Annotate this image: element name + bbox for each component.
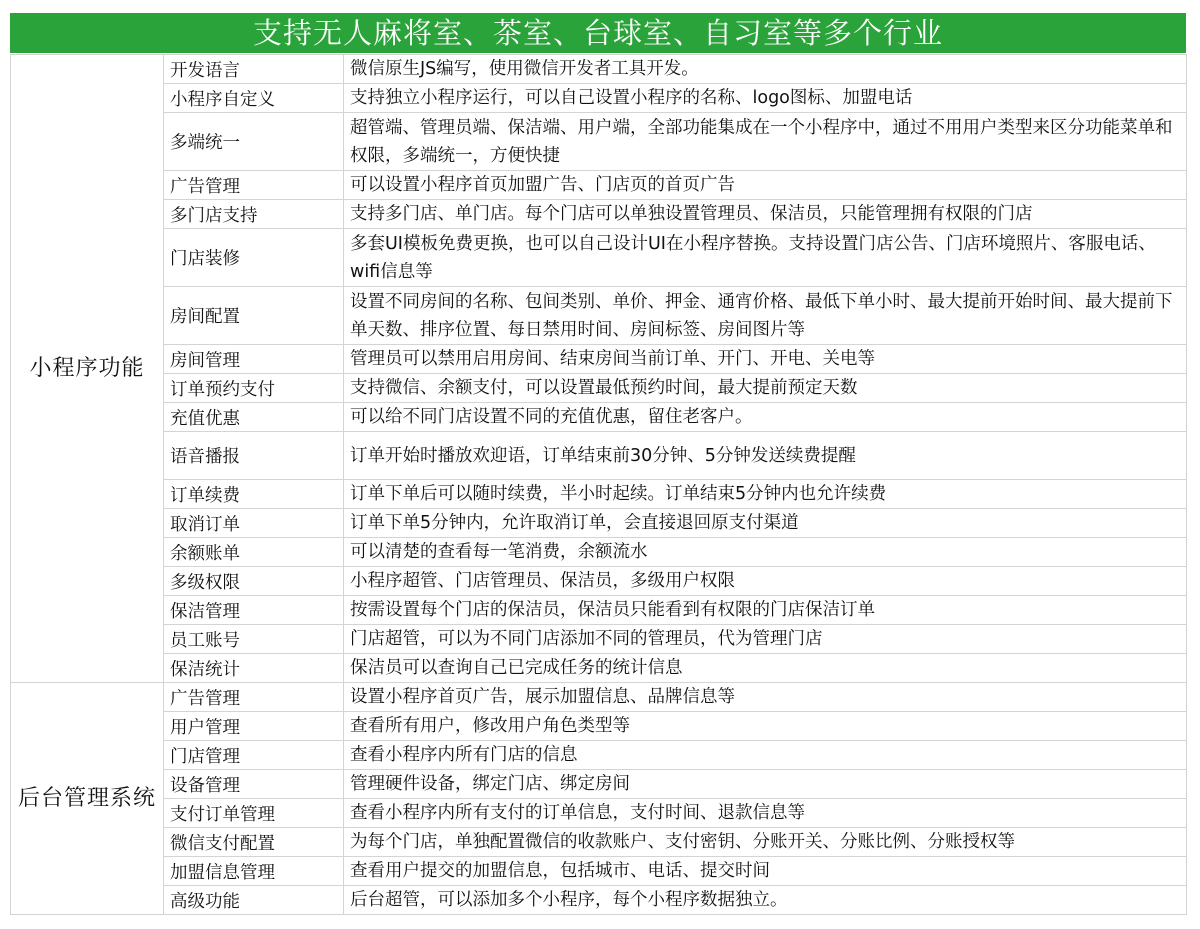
feature-description: 查看用户提交的加盟信息，包括城市、电话、提交时间	[344, 857, 1187, 886]
feature-description: 小程序超管、门店管理员、保洁员，多级用户权限	[344, 567, 1187, 596]
feature-name: 取消订单	[164, 509, 344, 538]
feature-name: 设备管理	[164, 770, 344, 799]
table-row	[11, 200, 1187, 229]
feature-name: 用户管理	[164, 712, 344, 741]
feature-description: 按需设置每个门店的保洁员，保洁员只能看到有权限的门店保洁订单	[344, 596, 1187, 625]
feature-name: 微信支付配置	[164, 828, 344, 857]
feature-name: 房间配置	[164, 287, 344, 345]
table-row	[11, 596, 1187, 625]
feature-name: 小程序自定义	[164, 84, 344, 113]
feature-description: 门店超管，可以为不同门店添加不同的管理员，代为管理门店	[344, 625, 1187, 654]
feature-description: 微信原生JS编写，使用微信开发者工具开发。	[344, 55, 1187, 84]
feature-name: 广告管理	[164, 683, 344, 712]
table-row	[11, 55, 1187, 84]
table-row	[11, 509, 1187, 538]
feature-name: 语音播报	[164, 432, 344, 480]
table-row	[11, 654, 1187, 683]
feature-name: 订单续费	[164, 480, 344, 509]
feature-name: 房间管理	[164, 345, 344, 374]
table-row	[11, 886, 1187, 915]
feature-name: 加盟信息管理	[164, 857, 344, 886]
feature-description: 订单下单5分钟内，允许取消订单，会直接退回原支付渠道	[344, 509, 1187, 538]
feature-description: 查看小程序内所有门店的信息	[344, 741, 1187, 770]
table-row	[11, 374, 1187, 403]
feature-description: 订单下单后可以随时续费，半小时起续。订单结束5分钟内也允许续费	[344, 480, 1187, 509]
feature-description: 订单开始时播放欢迎语，订单结束前30分钟、5分钟发送续费提醒	[344, 432, 1187, 480]
table-row	[11, 432, 1187, 480]
table-row	[11, 345, 1187, 374]
feature-name: 订单预约支付	[164, 374, 344, 403]
feature-description: 超管端、管理员端、保洁端、用户端，全部功能集成在一个小程序中，通过不用用户类型来区分功能菜单和权限，多端统一，方便快捷	[344, 113, 1187, 171]
feature-name: 多端统一	[164, 113, 344, 171]
feature-description: 管理员可以禁用启用房间、结束房间当前订单、开门、开电、关电等	[344, 345, 1187, 374]
feature-description: 后台超管，可以添加多个小程序，每个小程序数据独立。	[344, 886, 1187, 915]
section-label: 小程序功能	[11, 55, 164, 683]
feature-description: 支持微信、余额支付，可以设置最低预约时间，最大提前预定天数	[344, 374, 1187, 403]
feature-description: 为每个门店，单独配置微信的收款账户、支付密钥、分账开关、分账比例、分账授权等	[344, 828, 1187, 857]
feature-name: 多门店支持	[164, 200, 344, 229]
feature-description: 可以清楚的查看每一笔消费，余额流水	[344, 538, 1187, 567]
table-row	[11, 567, 1187, 596]
feature-description: 保洁员可以查询自己已完成任务的统计信息	[344, 654, 1187, 683]
feature-table	[10, 54, 1187, 915]
feature-description: 设置小程序首页广告，展示加盟信息、品牌信息等	[344, 683, 1187, 712]
table-row	[11, 799, 1187, 828]
table-row	[11, 625, 1187, 654]
feature-description: 支持多门店、单门店。每个门店可以单独设置管理员、保洁员，只能管理拥有权限的门店	[344, 200, 1187, 229]
feature-name: 余额账单	[164, 538, 344, 567]
feature-description: 设置不同房间的名称、包间类别、单价、押金、通宵价格、最低下单小时、最大提前开始时间、最大提前下单天数、排序位置、每日禁用时间、房间标签、房间图片等	[344, 287, 1187, 345]
feature-name: 保洁管理	[164, 596, 344, 625]
section-label: 后台管理系统	[11, 683, 164, 915]
feature-name: 广告管理	[164, 171, 344, 200]
table-row	[11, 287, 1187, 345]
feature-description: 多套UI模板免费更换，也可以自己设计UI在小程序替换。支持设置门店公告、门店环境照片、客服电话、wifi信息等	[344, 229, 1187, 287]
feature-description: 查看所有用户，修改用户角色类型等	[344, 712, 1187, 741]
feature-name: 保洁统计	[164, 654, 344, 683]
feature-description: 管理硬件设备，绑定门店、绑定房间	[344, 770, 1187, 799]
table-row	[11, 84, 1187, 113]
feature-name: 支付订单管理	[164, 799, 344, 828]
table-row	[11, 113, 1187, 171]
table-row	[11, 828, 1187, 857]
table-row	[11, 538, 1187, 567]
feature-name: 高级功能	[164, 886, 344, 915]
feature-description: 查看小程序内所有支付的订单信息，支付时间、退款信息等	[344, 799, 1187, 828]
feature-name: 门店装修	[164, 229, 344, 287]
table-row	[11, 770, 1187, 799]
feature-name: 多级权限	[164, 567, 344, 596]
feature-name: 充值优惠	[164, 403, 344, 432]
table-row	[11, 683, 1187, 712]
feature-name: 开发语言	[164, 55, 344, 84]
table-row	[11, 857, 1187, 886]
feature-description: 支持独立小程序运行，可以自己设置小程序的名称、logo图标、加盟电话	[344, 84, 1187, 113]
feature-description: 可以给不同门店设置不同的充值优惠，留住老客户。	[344, 403, 1187, 432]
table-row	[11, 171, 1187, 200]
feature-name: 员工账号	[164, 625, 344, 654]
feature-name: 门店管理	[164, 741, 344, 770]
feature-description: 可以设置小程序首页加盟广告、门店页的首页广告	[344, 171, 1187, 200]
table-row	[11, 741, 1187, 770]
table-row	[11, 403, 1187, 432]
page-title: 支持无人麻将室、茶室、台球室、自习室等多个行业	[10, 13, 1186, 53]
table-row	[11, 229, 1187, 287]
table-row	[11, 480, 1187, 509]
table-row	[11, 712, 1187, 741]
